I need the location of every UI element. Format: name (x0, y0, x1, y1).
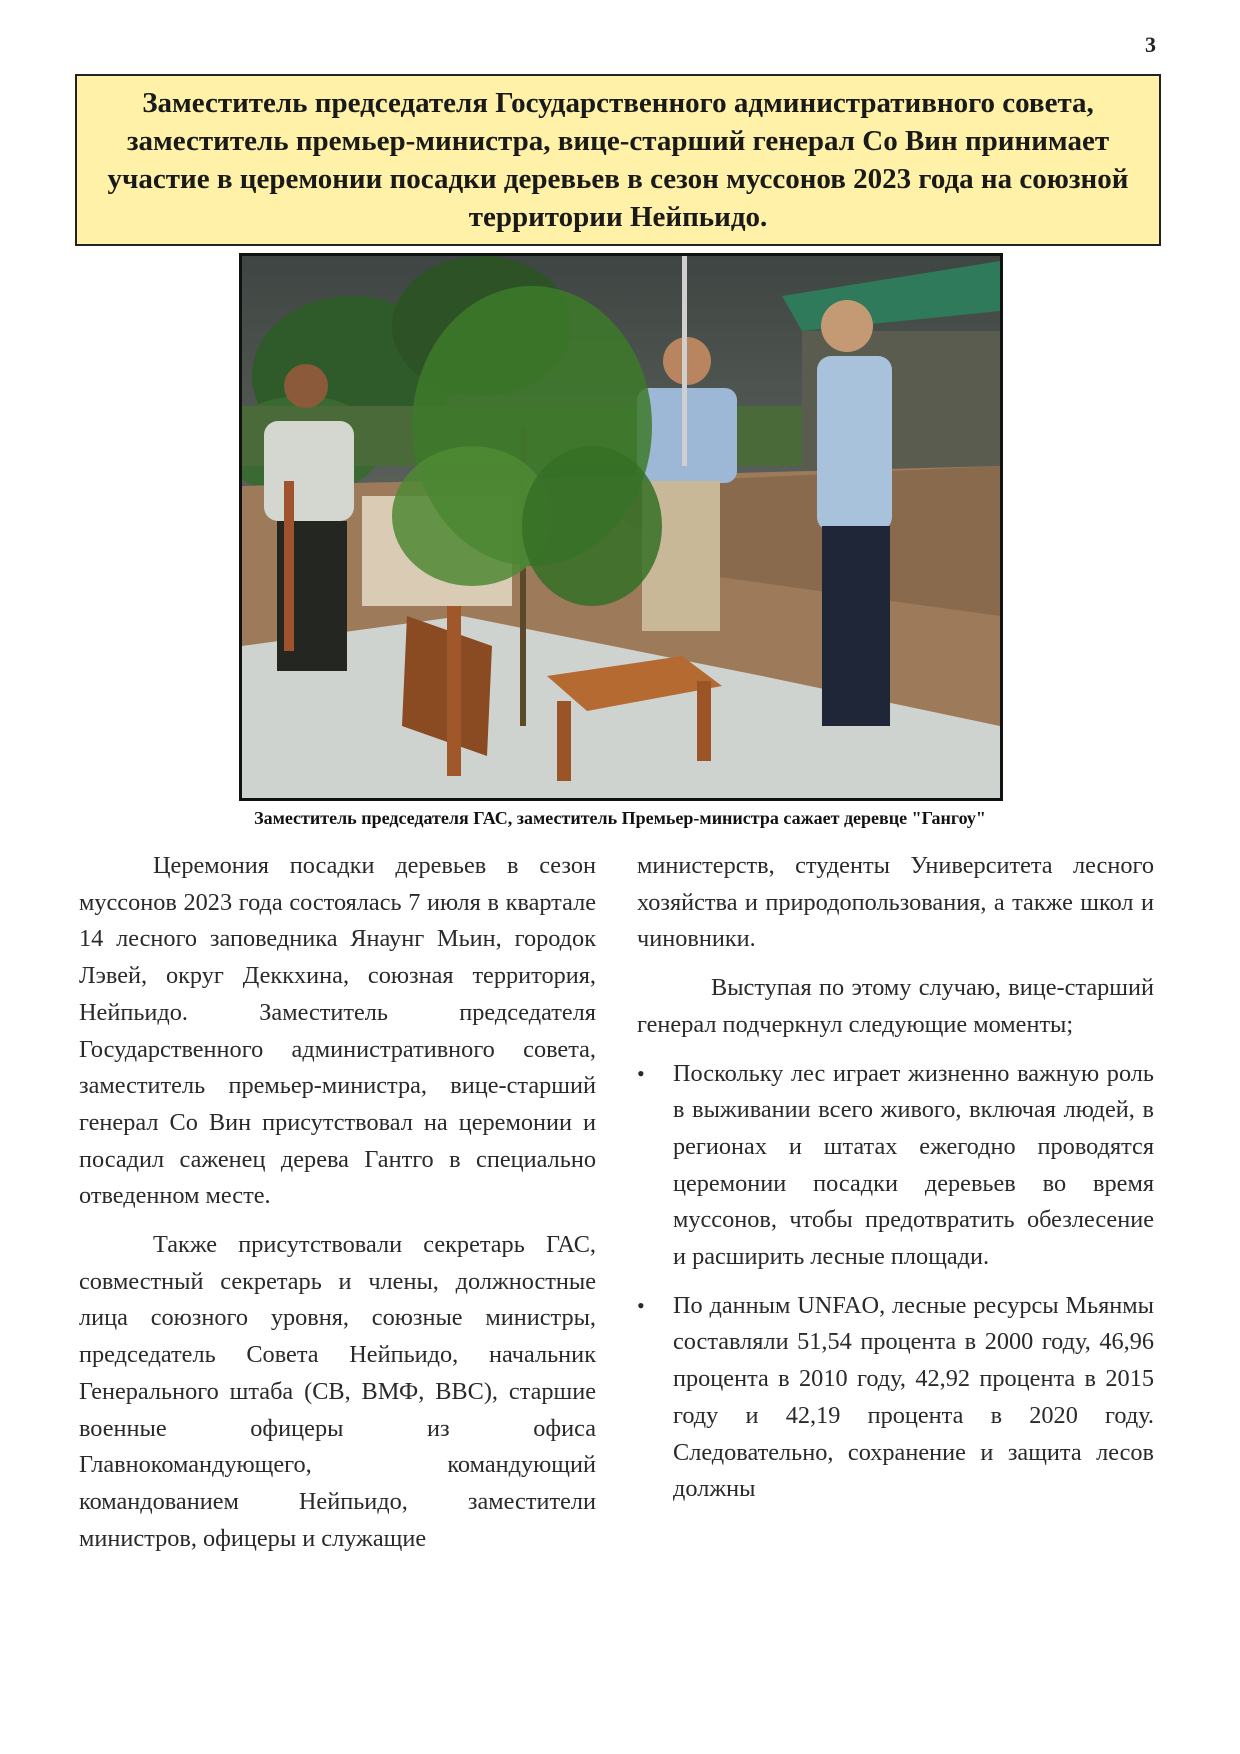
paragraph: Выступая по этому случаю, вице-старший генерал подчеркнул следующие моменты; (637, 974, 1154, 1038)
list-item (637, 1288, 1154, 1508)
headline: Заместитель председателя Государственного административного совета, заместитель премьер-министра, вице-старший генерал Со Вин принимает участие в церемонии посадки деревьев в сезон муссонов 2023 года на союзной территории Нейпьидо. (107, 87, 1129, 233)
list-item-text: По данным UNFAO, лесные ресурсы Мьянмы составляли 51,54 процента в 2000 году, 46,96 процента в 2010 году, 42,92 процента в 2015 году и 42,19 процента в 2020 году. Следовательно, сохранение и защита лесов должны (673, 1291, 1154, 1503)
photo-caption: Заместитель председателя ГАС, заместитель Премьер-министра сажает деревце "Гангоу" (254, 808, 986, 828)
photo-illustration (242, 256, 1000, 798)
paragraph: министерств, студенты Университета лесного хозяйства и природопользования, а также школ и чиновники. (637, 852, 1154, 953)
article-right-column (637, 848, 1154, 1520)
paragraph: Также присутствовали секретарь ГАС, совместный секретарь и члены, должностные лица союзного уровня, союзные министры, председатель Совета Нейпьидо, начальник Генерального штаба (СВ, ВМФ, ВВС), старшие военные офицеры из офиса Главнокомандующего, командующий командованием Нейпьидо, заместители министров, офицеры и служащие (79, 1231, 596, 1552)
tree-planting-photo (239, 253, 1003, 801)
headline-box (75, 74, 1161, 246)
list-item-text: Поскольку лес играет жизненно важную роль в выживании всего живого, включая людей, в регионах и штатах ежегодно проводятся церемонии посадки деревьев во время муссонов, чтобы предотвратить обезлесение и расширить лесные площади. (673, 1059, 1154, 1271)
paragraph: Церемония посадки деревьев в сезон муссонов 2023 года состоялась 7 июля в квартале 14 лесного заповедника Янаунг Мьин, городок Лэвей, округ Деккхина, союзная территория, Нейпьидо. Заместитель председателя Государственного административного совета, заместитель премьер-министра, вице-старший генерал Со Вин присутствовал на церемонии и посадил саженец дерева Гантго в специально отведенном месте. (79, 852, 596, 1210)
bullet-icon: • (637, 1292, 645, 1318)
bullet-list (637, 1056, 1154, 1508)
page-number: 3 (1145, 32, 1156, 57)
article-left-column (79, 848, 596, 1569)
list-item (637, 1056, 1154, 1276)
bullet-icon: • (637, 1060, 645, 1086)
